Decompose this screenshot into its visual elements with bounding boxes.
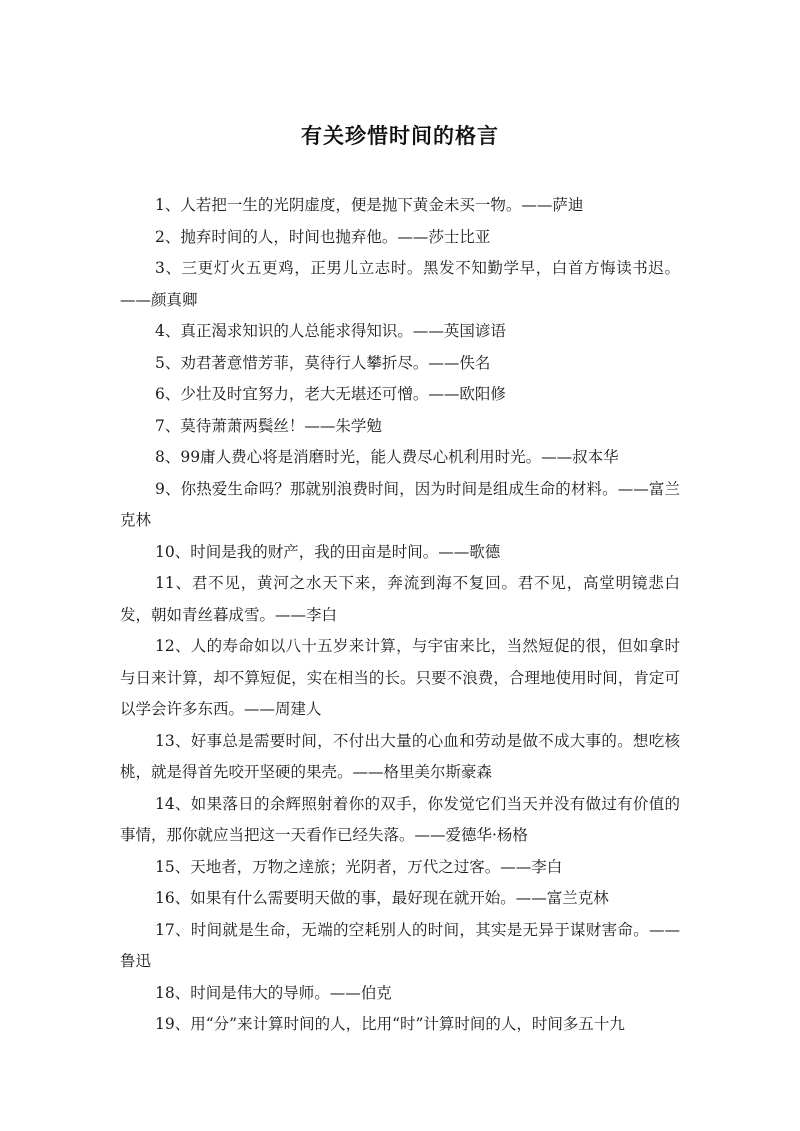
list-item: 4、真正渴求知识的人总能求得知识。——英国谚语 bbox=[155, 322, 506, 340]
list-item: 3、三更灯火五更鸡，正男儿立志时。黑发不知勤学早，白首方悔读书迟。——颜真卿 bbox=[120, 259, 680, 309]
list-item: 19、用“分”来计算时间的人，比用“时”计算时间的人，时间多五十九 bbox=[155, 1015, 625, 1033]
list-item: 16、如果有什么需要明天做的事，最好现在就开始。——富兰克林 bbox=[155, 889, 609, 907]
list-item: 7、莫待萧萧两鬓丝！——朱学勉 bbox=[155, 416, 382, 435]
list-item: 5、劝君著意惜芳菲，莫待行人攀折尽。——佚名 bbox=[155, 353, 491, 372]
list-item: 17、时间就是生命，无端的空耗别人的时间，其实是无异于谋财害命。——鲁迅 bbox=[120, 920, 680, 970]
list-item: 9、你热爱生命吗？那就别浪费时间，因为时间是组成生命的材料。——富兰克林 bbox=[120, 479, 680, 529]
list-item: 12、人的寿命如以八十五岁来计算，与宇宙来比，当然短促的很，但如拿时与日来计算，却不算短促，实在相当的长。只要不浪费，合理地使用时间，肯定可以学会许多东西。——周建人 bbox=[120, 637, 680, 718]
list-item: 6、少壮及时宜努力，老大无堪还可憎。——欧阳修 bbox=[155, 385, 506, 403]
list-item: 1、人若把一生的光阴虚度，便是抛下黄金未买一物。——萨迪 bbox=[155, 196, 584, 214]
list-item: 15、天地者，万物之逹旅；光阴者，万代之过客。——李白 bbox=[155, 857, 563, 876]
page-title: 有关珍惜时间的格言 bbox=[301, 124, 499, 148]
list-item: 14、如果落日的余辉照射着你的双手，你发觉它们当天并没有做过有价值的事情，那你就应当把这一天看作已经失落。——爱德华·杨格 bbox=[120, 794, 680, 844]
list-item: 8、99庸人费心将是消磨时光，能人费尽心机利用时光。——叔本华 bbox=[155, 448, 619, 466]
list-item: 10、时间是我的财产，我的田亩是时间。——歌德 bbox=[155, 542, 501, 561]
quote-list bbox=[120, 190, 680, 1041]
list-item: 13、好事总是需要时间，不付出大量的心血和劳动是做不成大事的。想吃核桃，就是得首先咬开坚硬的果壳。——格里美尔斯豪森 bbox=[120, 731, 680, 781]
list-item: 11、君不见，黄河之水天下来，奔流到海不复回。君不见，高堂明镜悲白发，朝如青丝暮成雪。——李白 bbox=[120, 574, 680, 624]
list-item: 18、时间是伟大的导师。——伯克 bbox=[155, 983, 392, 1002]
list-item: 2、抛弃时间的人，时间也抛弃他。——莎士比亚 bbox=[155, 227, 491, 246]
